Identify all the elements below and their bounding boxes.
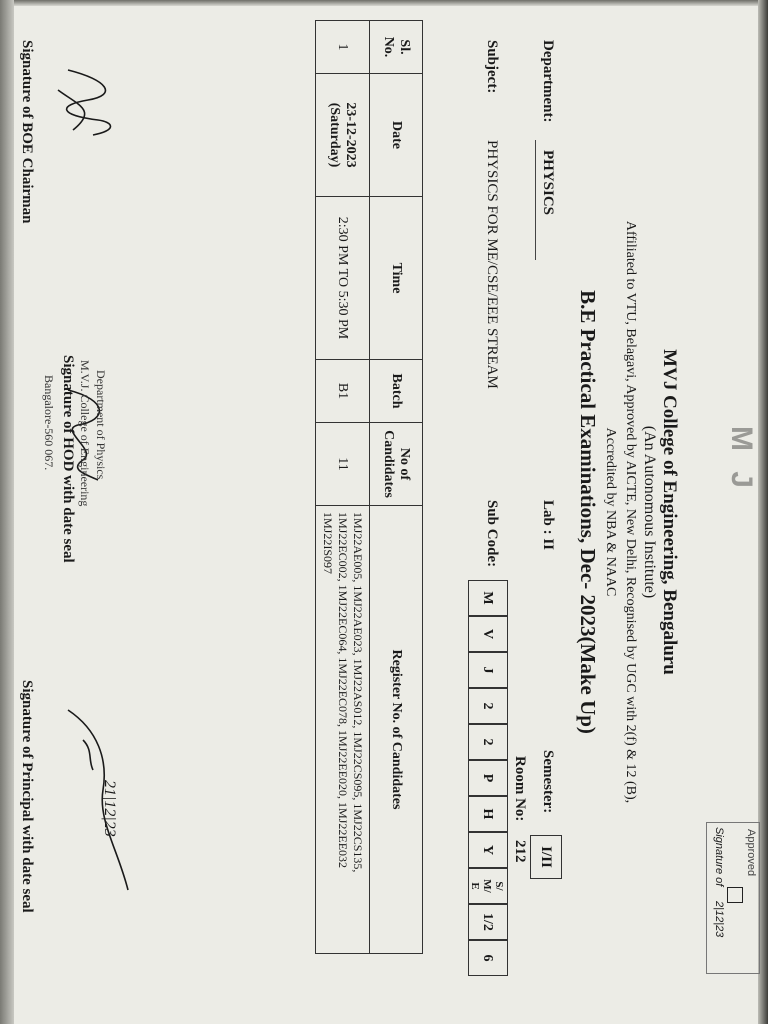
subcode-label: Sub Code: bbox=[484, 500, 500, 568]
boe-signature-scribble bbox=[48, 60, 128, 150]
cell-sl-no: 1 bbox=[316, 21, 370, 74]
accreditation-line: Accredited by NBA & NAAC bbox=[603, 427, 618, 597]
header-register-numbers: Register No. of Candidates bbox=[370, 506, 423, 954]
boe-signature-label: Signature of BOE Chairman bbox=[19, 40, 35, 224]
room-value: 212 bbox=[512, 840, 528, 863]
exam-title: B.E Practical Examinations, Dec- 2023(Make Up) bbox=[576, 290, 600, 734]
approved-signature-label: Signature of bbox=[713, 827, 725, 887]
table-row bbox=[316, 21, 370, 954]
approved-box bbox=[706, 822, 760, 974]
subject-label: Subject: bbox=[484, 40, 500, 94]
table-header-row bbox=[370, 21, 423, 954]
header-candidate-count: No of Candidates bbox=[370, 423, 423, 506]
subcode-char-box: V bbox=[468, 616, 508, 652]
principal-signature-date: 21|12|23 bbox=[101, 780, 118, 837]
semester-value: I/II bbox=[530, 835, 562, 879]
hod-stamp-line2: M.V.J. College of Engineering bbox=[78, 360, 92, 507]
candidates-table bbox=[315, 20, 423, 954]
header-batch: Batch bbox=[370, 360, 423, 423]
lab-label: Lab : II bbox=[540, 500, 556, 551]
subcode-char-box: M bbox=[468, 580, 508, 616]
hod-stamp-line1: Department of Physics bbox=[94, 370, 108, 480]
semester-label: Semester: bbox=[540, 750, 556, 814]
subcode-char-box: 6 bbox=[468, 940, 508, 976]
header-time: Time bbox=[370, 197, 423, 360]
cell-date: 23-12-2023 (Saturday) bbox=[316, 74, 370, 197]
department-underline bbox=[535, 140, 536, 260]
department-value: PHYSICS bbox=[540, 150, 556, 216]
approved-label: Approved bbox=[745, 829, 757, 877]
autonomous-line: (An Autonomous Institute) bbox=[641, 425, 658, 599]
college-name: MVJ College of Engineering, Bengaluru bbox=[659, 349, 680, 675]
cell-register-numbers: 1MJ22AE005, 1MJ22AE023, 1MJ22AS012, 1MJ22CS095, 1MJ22CS135, 1MJ22EC002, 1MJ22EC064, 1MJ22EC078, 1MJ22EE020, 1MJ22EE032 1MJ22IS097 bbox=[316, 506, 370, 954]
subcode-char-box: P bbox=[468, 760, 508, 796]
subject-value: PHYSICS FOR ME/CSE/EEE STREAM bbox=[484, 140, 500, 389]
subcode-char-box: H bbox=[468, 796, 508, 832]
subcode-char-box: 2 bbox=[468, 724, 508, 760]
approved-checkbox bbox=[727, 887, 743, 903]
subcode-char-box: 1/2 bbox=[468, 904, 508, 940]
approved-date: 2|12|23 bbox=[713, 901, 725, 938]
subcode-char-box: J bbox=[468, 652, 508, 688]
cell-time: 2:30 PM TO 5:30 PM bbox=[316, 197, 370, 360]
header-sl-no: Sl. No. bbox=[370, 21, 423, 74]
header-date: Date bbox=[370, 74, 423, 197]
college-logo: M J bbox=[725, 425, 758, 494]
affiliation-line: Affiliated to VTU, Belagavi, Approved by AICTE, New Delhi, Recognised by UGC with 2(f) & 12 (B), bbox=[623, 220, 638, 804]
subcode-char-box: 2 bbox=[468, 688, 508, 724]
principal-signature-scribble bbox=[48, 700, 138, 900]
department-label: Department: bbox=[540, 40, 556, 123]
room-label: Room No: bbox=[512, 756, 528, 822]
hod-signature-label: Signature of HOD with date seal bbox=[60, 355, 76, 563]
subcode-char-box: Y bbox=[468, 832, 508, 868]
subcode-char-box: S/ M/ E bbox=[468, 868, 508, 904]
principal-signature-label: Signature of Principal with date seal bbox=[19, 680, 35, 913]
cell-candidate-count: 11 bbox=[316, 423, 370, 506]
cell-batch: B1 bbox=[316, 360, 370, 423]
hod-stamp-line3: Bangalore-560 067. bbox=[42, 375, 56, 471]
